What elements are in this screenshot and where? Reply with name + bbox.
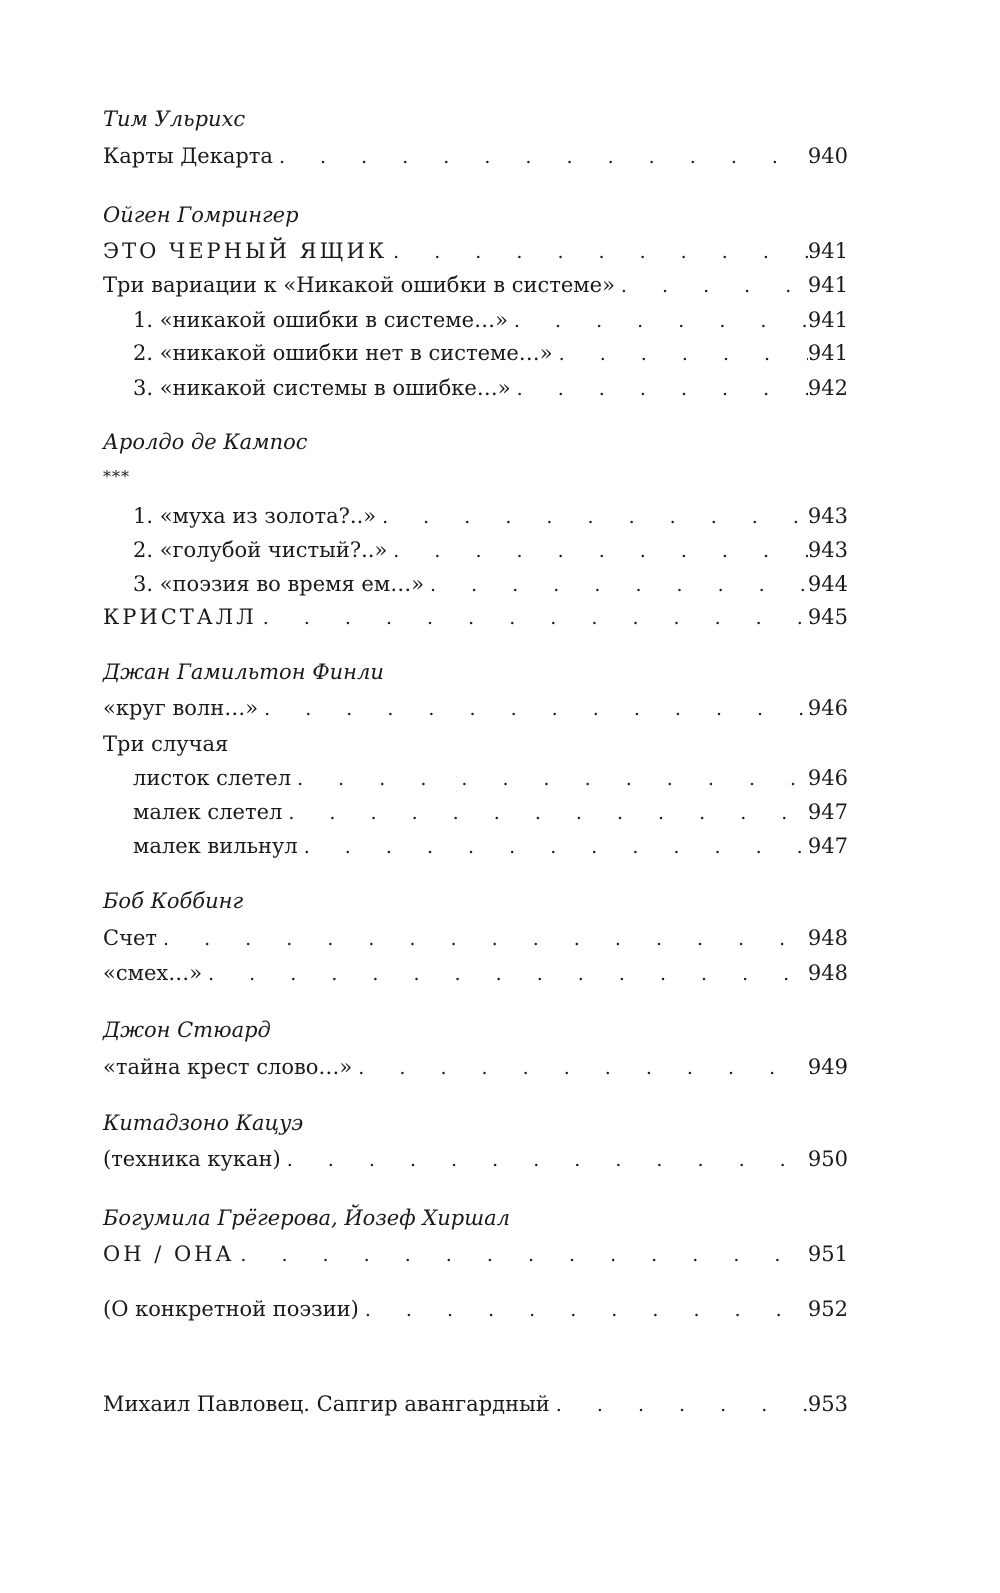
entry-title: ОН / ОНА: [103, 1242, 235, 1266]
dot-leader: [298, 831, 808, 863]
dot-leader: [553, 338, 808, 370]
toc-entry: [133, 534, 848, 566]
toc-entry: [133, 337, 848, 369]
entry-title: 1. «муха из золота?..»: [133, 504, 377, 528]
page-number: 944: [807, 572, 848, 596]
page-number: 941: [807, 239, 848, 263]
entry-title: «тайна крест слово…»: [103, 1055, 353, 1079]
toc-entry: [103, 235, 848, 267]
page-number: 940: [807, 144, 848, 168]
entry-title: «круг волн…»: [103, 696, 259, 720]
entry-title: малек слетел: [133, 800, 283, 824]
page-number: 943: [807, 504, 848, 528]
entry-title: Карты Декарта: [103, 144, 273, 168]
entry-title: ЭТО ЧЕРНЫЙ ЯЩИК: [103, 239, 388, 263]
dot-leader: [376, 501, 808, 533]
toc-entry: [103, 1388, 848, 1420]
dot-leader: [258, 693, 808, 725]
page-number: 950: [807, 1147, 848, 1171]
entry-title: листок слетел: [133, 766, 292, 790]
toc-entry: [103, 1238, 848, 1270]
page-number: 941: [807, 341, 848, 365]
dot-leader: [387, 535, 808, 567]
toc-entry: [103, 957, 848, 989]
entry-title: (О конкретной поэзии): [103, 1297, 359, 1321]
page-number: 945: [807, 605, 848, 629]
page-number: 943: [807, 538, 848, 562]
toc-entry: [133, 796, 848, 828]
dot-leader: [282, 797, 808, 829]
page-number: 941: [807, 273, 848, 297]
toc-entry: [103, 140, 848, 172]
toc-entry: [133, 500, 848, 532]
toc-entry: [103, 1143, 848, 1175]
author-name: Китадзоно Кацуэ: [103, 1111, 304, 1135]
entry-title: 2. «голубой чистый?..»: [133, 538, 388, 562]
dot-leader: [352, 1052, 808, 1084]
dot-leader: [511, 373, 808, 405]
entry-title: 2. «никакой ошибки нет в системе…»: [133, 341, 553, 365]
section-title: Три случая: [103, 732, 229, 756]
entry-title: (техника кукан): [103, 1147, 281, 1171]
toc-entry: [133, 830, 848, 862]
page-number: 941: [807, 308, 848, 332]
page-number: 946: [807, 696, 848, 720]
entry-title: «смех…»: [103, 961, 203, 985]
author-name: Боб Коббинг: [103, 889, 244, 913]
toc-entry: [103, 269, 848, 301]
toc-entry: [103, 922, 848, 954]
toc-entry: [103, 1293, 848, 1325]
author-name: Аролдо де Кампос: [103, 430, 308, 454]
dot-leader: [615, 270, 808, 302]
entry-title: Счет: [103, 926, 157, 950]
page-number: 942: [807, 376, 848, 400]
dot-leader: [273, 141, 808, 173]
page-number: 951: [807, 1242, 848, 1266]
dot-leader: [281, 1144, 808, 1176]
dot-leader: [157, 923, 808, 955]
page-number: 947: [807, 834, 848, 858]
dot-leader: [291, 763, 808, 795]
dot-leader: [359, 1294, 808, 1326]
dot-leader: [550, 1389, 808, 1421]
entry-title: КРИСТАЛЛ: [103, 605, 257, 629]
toc-entry: [133, 762, 848, 794]
dot-leader: [508, 305, 808, 337]
dot-leader: [387, 236, 808, 268]
toc-entry: [103, 601, 848, 633]
page-number: 952: [807, 1297, 848, 1321]
entry-title: Три вариации к «Никакой ошибки в системе»: [103, 273, 615, 297]
page-number: 946: [807, 766, 848, 790]
toc-entry: [103, 1051, 848, 1083]
page-number: 949: [807, 1055, 848, 1079]
entry-title: малек вильнул: [133, 834, 298, 858]
entry-title: 1. «никакой ошибки в системе…»: [133, 308, 508, 332]
untitled-marker: ***: [103, 467, 130, 486]
page-number: 948: [807, 926, 848, 950]
page-number: 947: [807, 800, 848, 824]
author-name: Богумила Грёгерова, Йозеф Хиршал: [103, 1206, 511, 1230]
dot-leader: [202, 958, 808, 990]
entry-title: 3. «поэзия во время ем…»: [133, 572, 425, 596]
dot-leader: [424, 569, 808, 601]
dot-leader: [257, 602, 808, 634]
author-name: Тим Ульрихс: [103, 107, 246, 131]
author-name: Ойген Гомрингер: [103, 203, 299, 227]
toc-entry: [133, 372, 848, 404]
author-name: Джан Гамильтон Финли: [103, 660, 384, 684]
entry-title: Михаил Павловец. Сапгир авангардный: [103, 1392, 550, 1416]
author-name: Джон Стюард: [103, 1018, 271, 1042]
toc-entry: [103, 692, 848, 724]
entry-title: 3. «никакой системы в ошибке…»: [133, 376, 511, 400]
dot-leader: [234, 1239, 808, 1271]
toc-entry: [133, 568, 848, 600]
toc-entry: [133, 304, 848, 336]
page-number: 948: [807, 961, 848, 985]
page-number: 953: [807, 1392, 848, 1416]
